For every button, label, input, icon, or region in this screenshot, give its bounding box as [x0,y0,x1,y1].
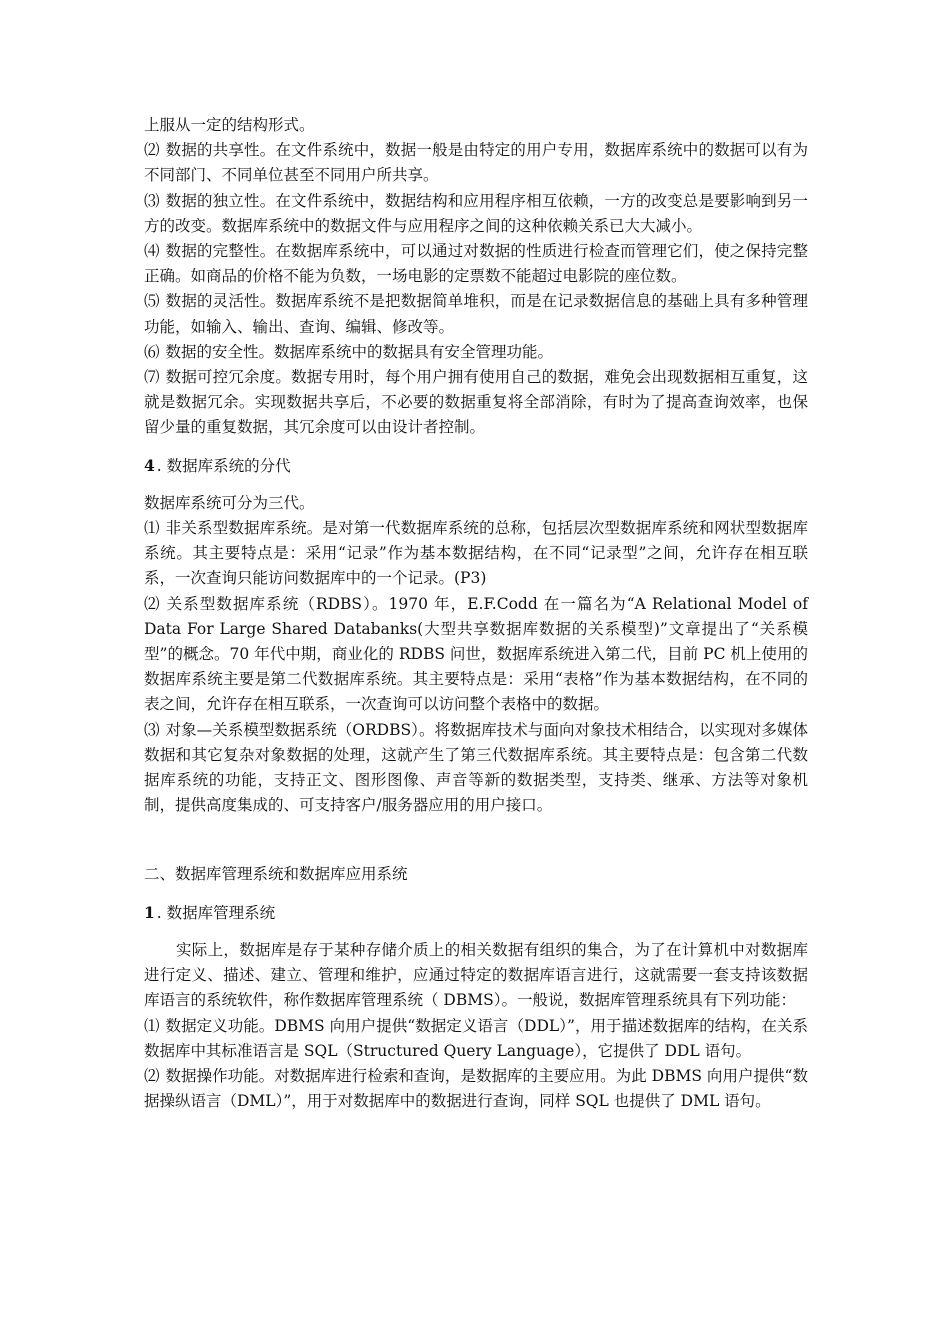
item-text: 数据操作功能。对数据库进行检索和查询，是数据库的主要应用。为此 DBMS 向用户提供“数据操纵语言（DML）”，用于对数据库中的数据进行查询，同样 SQL 也提供了 DML 语句。 [144,1066,808,1111]
item-number: ⑵ [144,141,160,160]
section-number: 4 [144,455,155,475]
item-number: ⑶ [144,720,160,739]
list-item [144,289,808,339]
item-text: 数据的共享性。在文件系统中，数据一般是由特定的用户专用，数据库系统中的数据可以有为不同部门、不同单位甚至不同用户所共享。 [144,141,808,185]
part-heading: 二、数据库管理系统和数据库应用系统 [144,865,408,884]
item-text: 数据的完整性。在数据库系统中，可以通过对数据的性质进行检查而管理它们，使之保持完整正确。如商品的价格不能为负数，一场电影的定票数不能超过电影院的座位数。 [144,242,808,286]
item-text: 非关系型数据库系统。是对第一代数据库系统的总称，包括层次型数据库系统和网状型数据库系统。其主要特点是：采用“记录”作为基本数据结构，在不同“记录型”之间，允许存在相互联系，一次查询只能访问数据库中的一个记录。(P3) [144,519,808,588]
item-text: 数据的灵活性。数据库系统不是把数据简单堆积，而是在记录数据信息的基础上具有多种管理功能，如输入、输出、查询、编辑、修改等。 [144,292,808,336]
list-item [144,340,808,365]
item-text: 对象—关系模型数据系统（ORDBS）。将数据库技术与面向对象技术相结合，以实现对多媒体数据和其它复杂对象数据的处理，这就产生了第三代数据库系统。其主要特点是：包含第二代数据库系统的功能，支持正文、图形图像、声音等新的数据类型，支持类、继承、方法等对象机制，提供高度集成的、可支持客户/服务器应用的用户接口。 [144,720,808,815]
list-item [144,138,808,188]
item-number: ⑴ [144,1016,160,1035]
item-text: 关系型数据库系统（RDBS）。1970 年，E.F.Codd 在一篇名为“A Relational Model of Data For Large Shared Databanks(大型共享数据库数据的关系模型)”文章提出了“关系模型”的概念。70 年代中期，商业化的 RDBS 问世，数据库系统进入第二代，目前 PC 机上使用的数据库系统主要是第二代数据库系统。其主要特点是：采用“表格”作为基本数据结构，在不同的表之间，允许存在相互联系，一次查询可以访问整个表格中的数据。 [144,594,808,714]
item-number: ⑸ [144,292,160,311]
list-item [144,239,808,289]
list-item [144,592,808,718]
item-text: 数据的独立性。在文件系统中，数据结构和应用程序相互依赖，一方的改变总是要影响到另一方的改变。数据库系统中的数据文件与应用程序之间的这种依赖关系已大大减小。 [144,191,808,235]
list-item [144,189,808,239]
item-number: ⑶ [144,191,160,210]
item-number: ⑺ [144,368,160,387]
list-item [144,1014,808,1064]
item-number: ⑵ [144,1066,160,1085]
list-item [144,1064,808,1114]
section-title: . 数据库系统的分代 [156,456,291,475]
section-intro: 数据库系统可分为三代。 [144,493,315,512]
list-item [144,365,808,441]
document-body [144,113,808,1114]
list-item [144,516,808,592]
item-number: ⑷ [144,242,160,261]
section-heading [144,453,808,479]
item-text: 数据的安全性。数据库系统中的数据具有安全管理功能。 [165,342,554,361]
section-title: . 数据库管理系统 [156,903,276,922]
paragraph-lead: 上服从一定的结构形式。 [144,116,315,134]
item-text: 数据定义功能。DBMS 向用户提供“数据定义语言（DDL）”，用于描述数据库的结构，在关系数据库中其标准语言是 SQL（Structured Query Language），它提供了 DDL 语句。 [144,1016,808,1060]
item-number: ⑴ [144,519,160,538]
section-number: 1 [144,902,155,922]
item-number: ⑹ [144,342,160,361]
item-text: 数据可控冗余度。数据专用时，每个用户拥有使用自己的数据，难免会出现数据相互重复，这就是数据冗余。实现数据共享后，不必要的数据重复将全部消除，有时为了提高查询效率，也保留少量的重复数据，其冗余度可以由设计者控制。 [144,368,808,437]
item-number: ⑵ [144,594,161,613]
section-heading [144,900,808,926]
list-item [144,718,808,819]
paragraph-intro: 实际上，数据库是存于某种存储介质上的相关数据有组织的集合，为了在计算机中对数据库进行定义、描述、建立、管理和维护，应通过特定的数据库语言进行，这就需要一套支持该数据库语言的系统软件，称作数据库管理系统（ DBMS）。一般说，数据库管理系统具有下列功能： [144,940,808,1010]
